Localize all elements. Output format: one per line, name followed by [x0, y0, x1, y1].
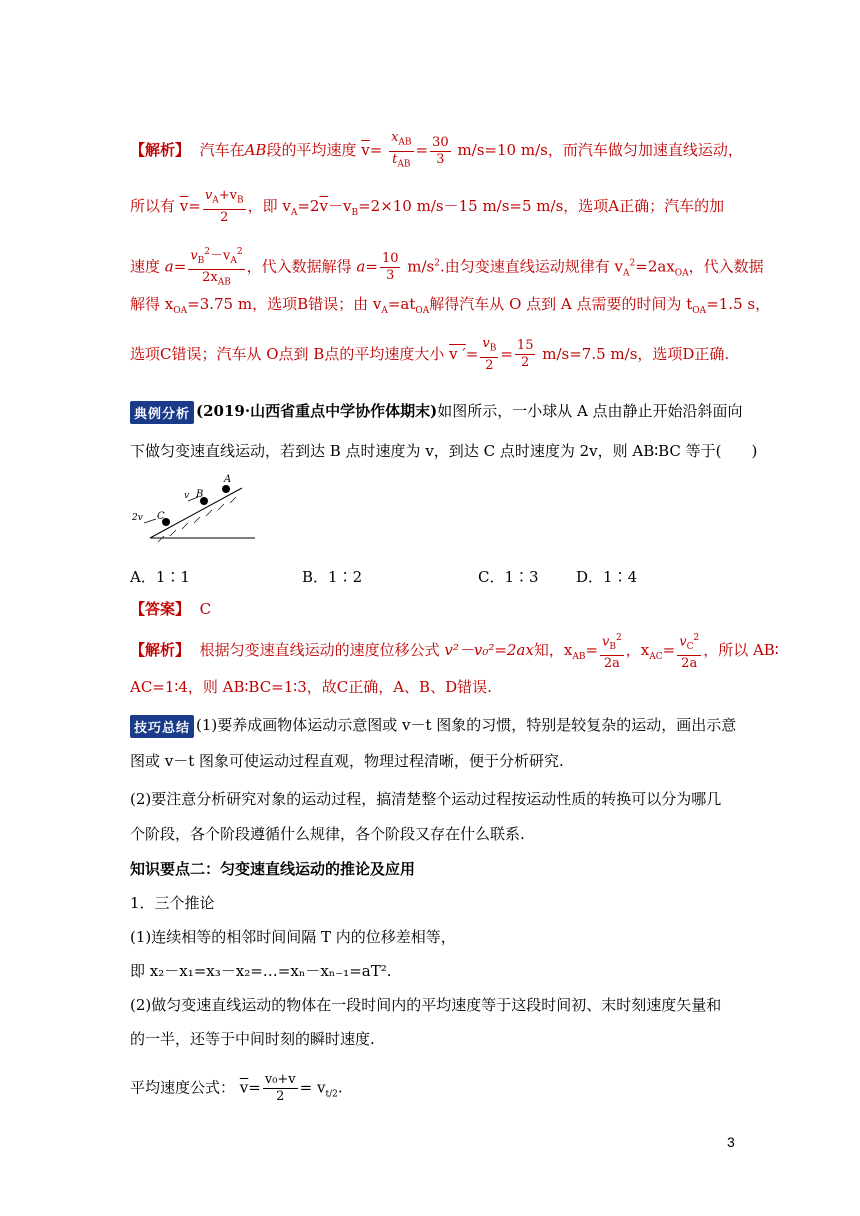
fraction: $\frac{15}{2}$ — [516, 338, 534, 371]
text: m/s=10 m/s，而汽车做匀加速直线运动， — [457, 141, 743, 160]
text: 知，x — [533, 640, 573, 659]
text: (1)连续相等的相邻时间间隔 T 内的位移差相等， — [130, 928, 456, 946]
text: 的一半，还等于中间时刻的瞬时速度. — [130, 1030, 375, 1048]
example-solution-line-2 — [130, 676, 492, 697]
fraction: $\frac{v_B^2-v_A^2}{2x_{AB}}$ — [188, 244, 244, 291]
text: ，即 — [247, 196, 278, 215]
text: =3.75 m，选项B错误；由 v — [187, 295, 382, 313]
arrow-2v — [144, 519, 156, 523]
solution-1-line-4: 解得 $x_{OA}=3.75$ m，选项B错误；由 $v_A=at_{OA}$解得汽车从 O 点到 A 点需要的时间为 $t_{OA}=1.5$ s， — [130, 295, 771, 316]
label-2v: 2v — [132, 513, 143, 523]
option-b: B．1∶2 — [302, 568, 363, 586]
text: 根据匀变速直线运动的速度位移公式 — [199, 640, 440, 659]
text: = — [369, 141, 383, 160]
text: =at — [387, 295, 416, 313]
tips-line-3 — [130, 788, 721, 809]
text: 所以有 — [130, 196, 176, 215]
text: 下做匀变速直线运动，若到达 B 点时速度为 v，到达 C 点时速度为 2v，则 AB∶BC 等于( ) — [130, 442, 758, 460]
text: v — [190, 248, 198, 264]
answer-label: 【答案】 — [130, 600, 191, 618]
label-c: C — [157, 511, 165, 522]
text: ，代入数据 — [688, 257, 764, 276]
answer-value: C — [199, 600, 212, 618]
section-c2a — [130, 994, 721, 1015]
fraction: $\frac{x_{AB}}{t_{AB}}$ — [391, 130, 412, 170]
text: =1.5 s， — [706, 295, 771, 313]
text: (1)要养成画物体运动示意图或 v－t 图象的习惯，特别是较复杂的运动，画出示意 — [196, 716, 737, 734]
text: = — [585, 640, 599, 659]
text: 知识要点二：匀变速直线运动的推论及应用 — [130, 860, 416, 878]
text: a= — [356, 257, 378, 276]
text: m/s — [407, 257, 435, 276]
text: 1．三个推论 — [130, 894, 215, 912]
text: v — [679, 634, 687, 650]
text: $\overline{v}$ — [239, 1078, 249, 1097]
text: 速度 — [130, 257, 161, 276]
text: v — [204, 188, 213, 203]
text: v ′ — [449, 344, 466, 363]
incline-hatching — [158, 497, 236, 542]
label-b: B — [196, 489, 204, 500]
text: 如图所示，一小球从 A 点由静止开始沿斜面向 — [437, 402, 743, 420]
text: =2×10 m/s－15 m/s=5 m/s，选项A正确；汽车的加 — [358, 196, 725, 215]
text: x — [391, 130, 399, 145]
text: AB — [244, 141, 267, 160]
solution-1-line-3: 速度 a= $\frac{v_B^2-v_A^2}{2x_{AB}}$ ，代入数据解得 a= $\frac{10}{3}$ $m/s^2$.由匀变速直线运动规律有 $v_A^2=2ax_{OA}$，代入数据 — [130, 244, 764, 291]
example-line-1 — [130, 400, 743, 424]
avg-formula-line: 平均速度公式： $\overline{v}=$ $\frac{\text{v₀+v}}{2}$ = $v_{t/2}$. — [130, 1072, 343, 1104]
solution-1-line-2: 所以有 $\overline{v}=$ $\frac{v_A+v_B}{2}$ ，即 $v_A=2\overline{v}-v_B=2\times 10$ m/s－15 m/s=5 m/s，选项A正确；汽车的加 — [130, 188, 725, 225]
solution-1-line-1 — [130, 130, 743, 172]
text: 解得汽车从 O 点到 A 点需要的时间为 t — [429, 295, 693, 313]
text: a= — [164, 257, 187, 276]
ball-a — [222, 485, 230, 493]
tips-line-4 — [130, 823, 525, 844]
solution-label: 【解析】 — [130, 141, 191, 160]
text: 个阶段，各个阶段遵循什么规律，各个阶段又存在什么联系. — [130, 825, 525, 843]
text: = — [465, 344, 479, 363]
text: 段的平均速度 — [266, 141, 357, 160]
text: .由匀变速直线运动规律有 — [439, 257, 610, 276]
text: ，x — [625, 640, 650, 659]
incline-figure — [130, 470, 260, 546]
section-heading — [130, 858, 415, 879]
text: m/s=7.5 m/s，选项D正确. — [542, 344, 730, 363]
text: (2)做匀变速直线运动的物体在一段时间内的平均速度等于这段时间初、末时刻速度矢量和 — [130, 996, 722, 1014]
solution-1-line-5 — [130, 336, 729, 374]
text: $\overline{v}$ — [179, 196, 189, 215]
text: 平均速度公式： — [130, 1078, 236, 1097]
options-line — [130, 566, 637, 587]
text: 选项C错误；汽车从 O点到 B点的平均速度大小 — [130, 344, 445, 363]
section-c2b — [130, 1028, 375, 1049]
text: 即 x₂－x₁=x₃－x₂=…=xₙ－xₙ₋₁=aT². — [130, 962, 392, 980]
fraction: $\frac{v_A+v_B}{2}$ — [204, 188, 244, 225]
fraction: $\frac{v_B^2}{2a}$ — [600, 630, 624, 672]
text: v — [602, 634, 610, 650]
tips-line-1 — [130, 714, 736, 738]
text: . — [337, 1078, 343, 1097]
text: v — [482, 336, 490, 351]
answer-line — [130, 598, 211, 619]
text: = — [500, 344, 513, 363]
text: =2ax — [635, 257, 675, 276]
text: $\overline{v}$ — [361, 141, 370, 160]
fraction: $\frac{30}{3}$ — [432, 134, 449, 167]
example-solution-line-1: 【解析】 根据匀变速直线运动的速度位移公式 v²－v₀²=2ax知，$x_{AB}=$ $\frac{v_B^2}{2a}$ ，$x_{AC}=$ $\frac{v_C^2}{2a}$ ，所以 AB∶ — [130, 630, 779, 672]
section-sub1 — [130, 892, 215, 913]
text: = — [415, 141, 429, 160]
option-d: D．1∶4 — [576, 568, 638, 586]
fraction: $\frac{v_B}{2}$ — [482, 336, 497, 373]
text: 解得 x — [130, 295, 174, 313]
solution-label: 【解析】 — [130, 640, 191, 659]
fraction: $\frac{v_C^2}{2a}$ — [677, 630, 701, 672]
text: (2)要注意分析研究对象的运动过程，搞清楚整个运动过程按运动性质的转换可以分为哪几 — [130, 790, 722, 808]
section-c1 — [130, 926, 456, 947]
text: AC=1∶4，则 AB∶BC=1∶3，故C正确，A、B、D错误. — [130, 678, 492, 696]
tips-badge: 技巧总结 — [130, 715, 194, 738]
text: v²－v₀²=2ax — [444, 640, 534, 659]
label-a: A — [224, 474, 232, 485]
example-badge: 典例分析 — [130, 401, 194, 424]
page-number: 3 — [727, 1134, 735, 1150]
label-v: v — [184, 491, 190, 501]
section-c1-formula — [130, 960, 392, 981]
example-source: (2019·山西省重点中学协作体期末) — [196, 402, 438, 420]
tips-line-2 — [130, 750, 564, 771]
text: 2x — [202, 269, 218, 285]
text: = v — [299, 1078, 326, 1097]
option-c: C．1∶3 — [478, 568, 539, 586]
text: 图或 v－t 图象可使运动过程直观，物理过程清晰，便于分析研究. — [130, 752, 564, 770]
text: ，代入数据解得 — [246, 257, 352, 276]
fraction: $\frac{10}{3}$ — [381, 250, 399, 283]
text: t — [392, 151, 398, 167]
text: 汽车在 — [199, 141, 245, 160]
example-line-2 — [130, 440, 757, 461]
text: ，所以 AB∶ — [703, 640, 779, 659]
option-a: A．1∶1 — [130, 568, 190, 586]
text: = — [662, 640, 676, 659]
fraction: $\frac{\text{v₀+v}}{2}$ — [264, 1072, 296, 1104]
